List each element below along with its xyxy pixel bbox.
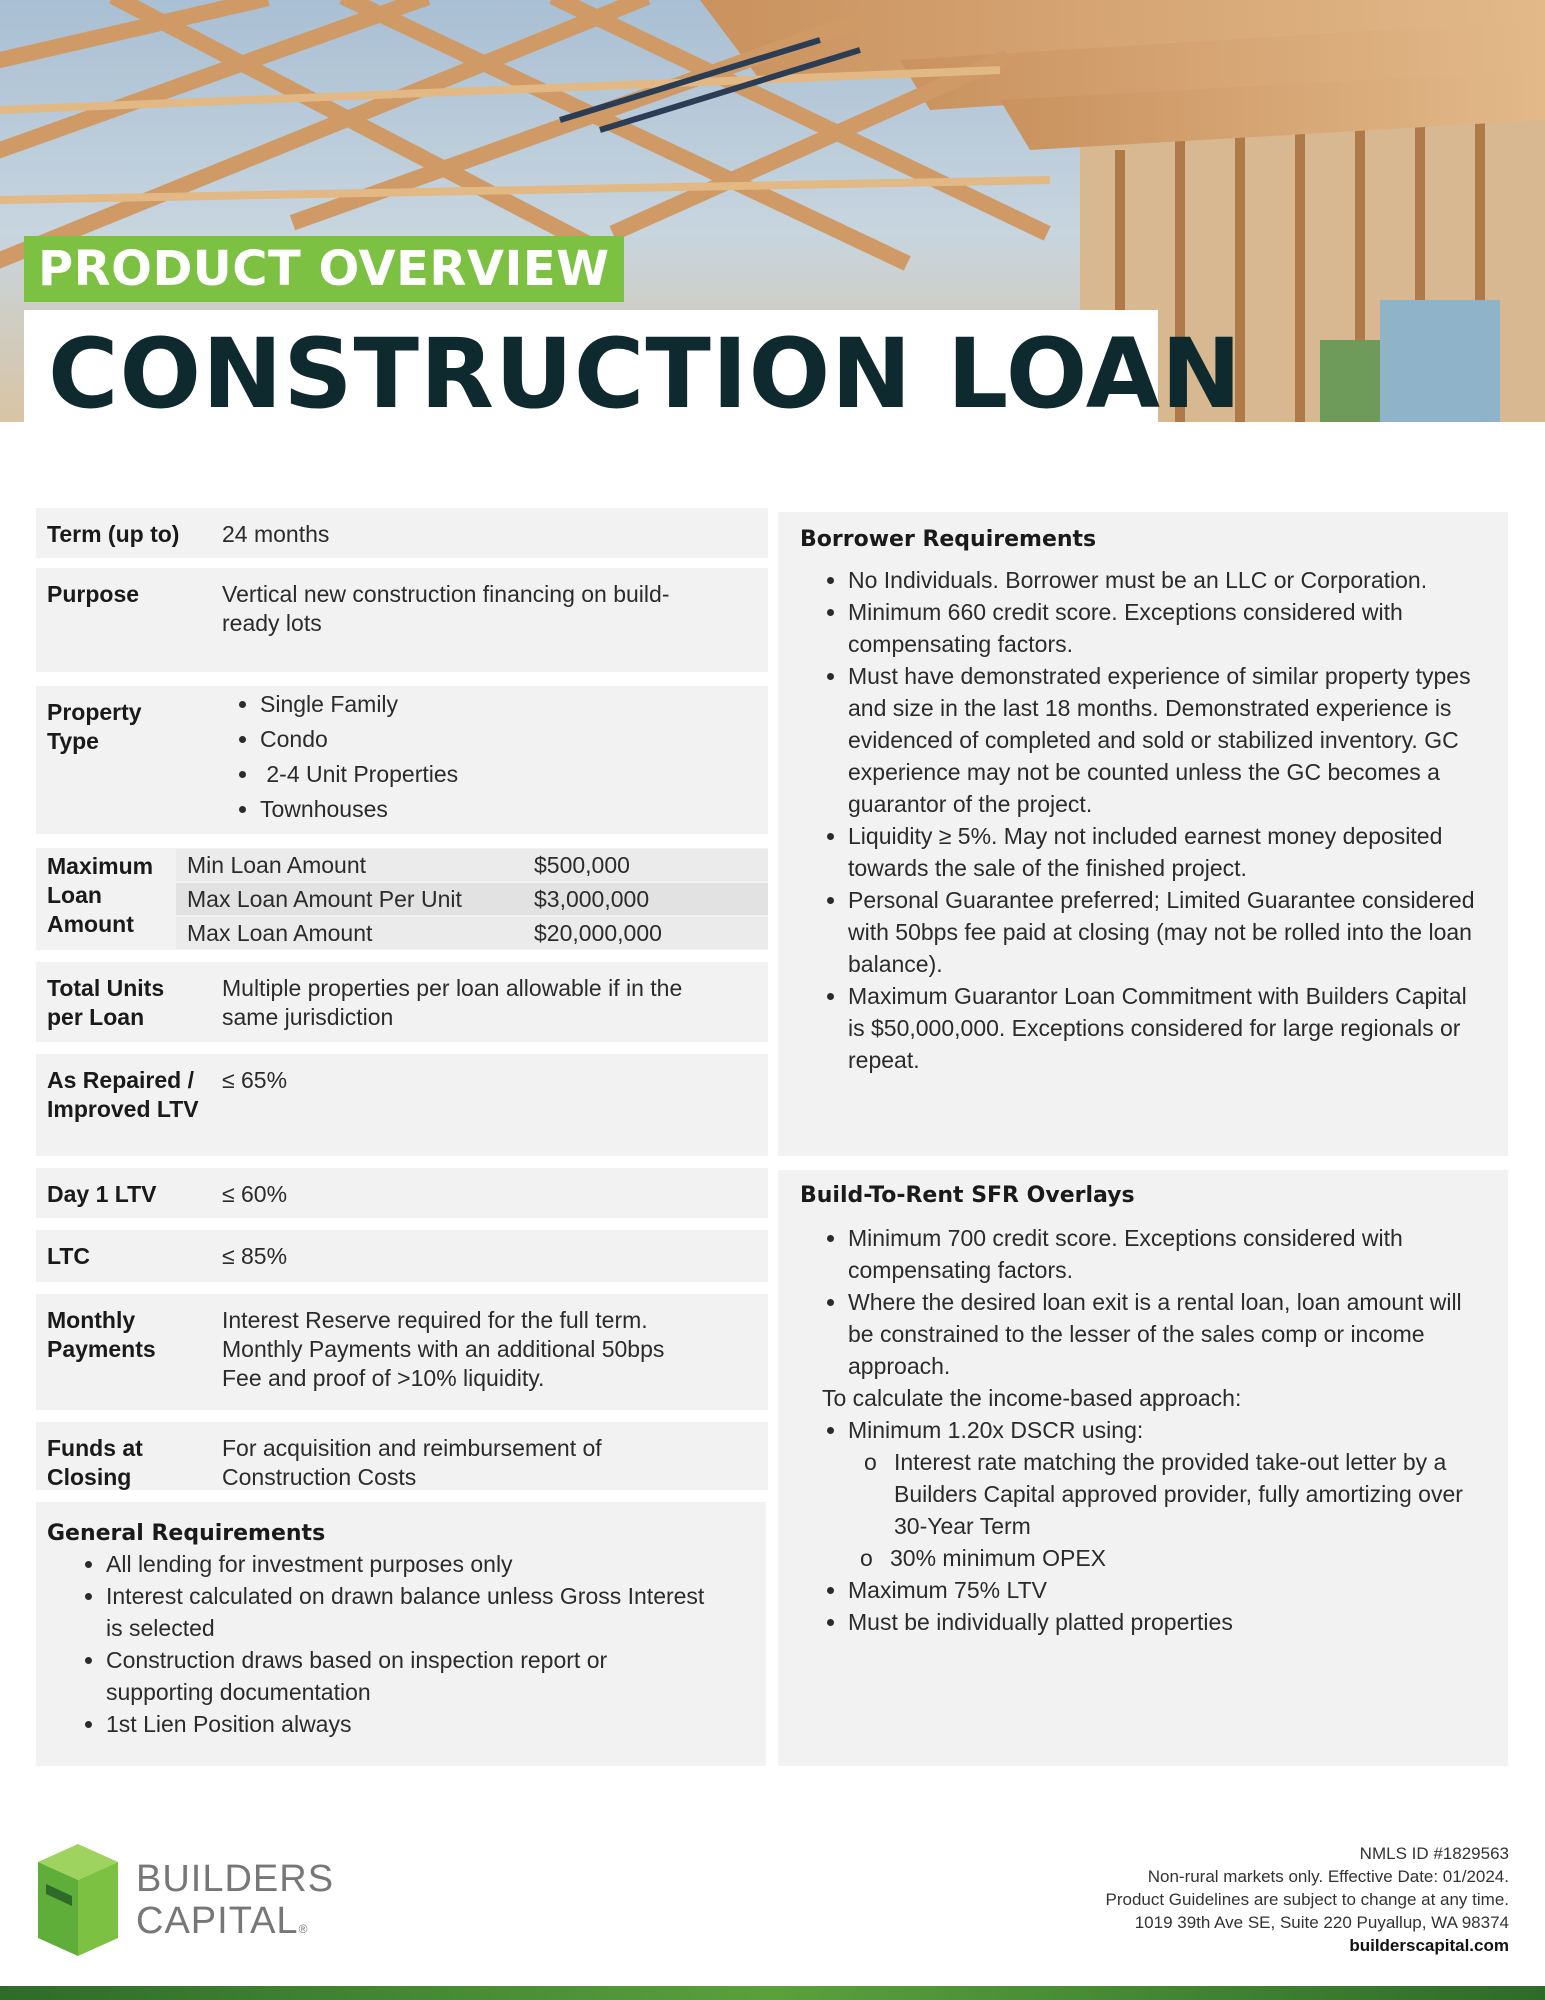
table-row (176, 883, 768, 915)
list-item: • Single Family (260, 688, 742, 720)
total-units-value: Multiple properties per loan allowable if in the same jurisdiction (222, 975, 683, 1030)
address: 1019 39th Ave SE, Suite 220 Puyallup, WA 98374 (1134, 1913, 1509, 1932)
funds-at-closing-value: For acquisition and reimbursement of Construction Costs (222, 1435, 602, 1490)
property-type-row (36, 686, 768, 834)
list-item: • Construction draws based on inspection report or supporting documentation (106, 1644, 708, 1708)
ltc-value: ≤ 85% (222, 1243, 288, 1269)
purpose-value: Vertical new construction financing on build-ready lots (222, 581, 670, 636)
max-per-unit-value: $3,000,000 (534, 886, 650, 912)
property-type-label: Property Type (47, 699, 142, 754)
logo-line-1: BUILDERS (136, 1858, 335, 1900)
list-item: • Minimum 1.20x DSCR using: (848, 1414, 1480, 1446)
max-loan-label: Maximum Loan Amount (47, 853, 154, 937)
table-row (176, 849, 768, 881)
logo-line-2-text: CAPITAL (136, 1900, 299, 1942)
build-to-rent-title: Build-To-Rent SFR Overlays (800, 1183, 1135, 1208)
list-item: • 1st Lien Position always (106, 1708, 708, 1740)
monthly-payments-value: Interest Reserve required for the full term. Monthly Payments with an additional 50bps Fee and proof of >10% liquidity. (222, 1307, 665, 1391)
footer-notes (1105, 1842, 1509, 1957)
property-type-list (222, 688, 742, 828)
purpose-row (36, 568, 768, 672)
day1-ltv-row (36, 1168, 768, 1218)
total-units-row (36, 962, 768, 1042)
table-row (176, 917, 768, 949)
list-item: • Personal Guarantee preferred; Limited Guarantee considered with 50bps fee paid at closing (may not be rolled into the loan balance). (848, 884, 1480, 980)
max-per-unit-label: Max Loan Amount Per Unit (187, 886, 462, 912)
list-item: • No Individuals. Borrower must be an LLC or Corporation. (848, 564, 1480, 596)
list-item: • Townhouses (260, 793, 742, 825)
list-item: • Interest calculated on drawn balance unless Gross Interest is selected (106, 1580, 708, 1644)
term-label: Term (up to) (47, 521, 180, 547)
term-row (36, 508, 768, 558)
purpose-label: Purpose (47, 581, 140, 607)
guidelines-note: Product Guidelines are subject to change at any time. (1105, 1890, 1509, 1909)
min-loan-value: $500,000 (534, 852, 630, 878)
logo-line-2 (136, 1900, 334, 1950)
build-to-rent-panel (778, 1170, 1508, 1766)
list-item: • 2-4 Unit Properties (260, 758, 742, 790)
monthly-payments-label: Monthly Payments (47, 1307, 156, 1362)
as-repaired-value: ≤ 65% (222, 1067, 288, 1093)
list-item: • Must be individually platted properties (848, 1606, 1480, 1638)
ltc-row (36, 1230, 768, 1282)
day1-ltv-value: ≤ 60% (222, 1181, 288, 1207)
list-item: • Must have demonstrated experience of similar property types and size in the last 18 months. Demonstrated experience is evidenced of completed and sold or stabilized inventory. GC experience may not be counted unless the GC becomes a guarantor of the project. (848, 660, 1480, 820)
builders-capital-logo-icon (38, 1844, 118, 1956)
list-item: • Maximum Guarantor Loan Commitment with Builders Capital is $50,000,000. Exceptions considered for large regionals or repeat. (848, 980, 1480, 1076)
ltc-label: LTC (47, 1243, 91, 1269)
page-title: CONSTRUCTION LOAN (48, 318, 1243, 422)
registered-mark: ® (298, 1922, 309, 1936)
list-item: • Minimum 660 credit score. Exceptions considered with compensating factors. (848, 596, 1480, 660)
hero-photo (0, 0, 1545, 422)
min-loan-label: Min Loan Amount (187, 852, 367, 878)
day1-ltv-label: Day 1 LTV (47, 1181, 157, 1207)
monthly-payments-row (36, 1294, 768, 1410)
list-item: o 30% minimum OPEX (890, 1542, 1480, 1574)
borrower-requirements-list (810, 564, 1480, 1076)
nmls-id: NMLS ID #1829563 (1359, 1844, 1509, 1863)
max-loan-amount-label: Max Loan Amount (187, 920, 373, 946)
list-item: • Where the desired loan exit is a rental loan, loan amount will be constrained to the lesser of the sales comp or income approach. (848, 1286, 1480, 1382)
markets-note: Non-rural markets only. Effective Date: 01/2024. (1147, 1867, 1509, 1886)
build-to-rent-list (810, 1222, 1480, 1638)
list-item: • All lending for investment purposes only (106, 1548, 708, 1580)
as-repaired-label: As Repaired / Improved LTV (47, 1067, 199, 1122)
product-overview-badge: PRODUCT OVERVIEW (24, 236, 624, 302)
funds-at-closing-label: Funds at Closing (47, 1435, 143, 1490)
general-requirements-panel (36, 1502, 766, 1766)
as-repaired-row (36, 1054, 768, 1156)
bottom-bar (0, 1986, 1545, 2000)
website-link[interactable]: builderscapital.com (1349, 1936, 1509, 1955)
max-loan-amount-value: $20,000,000 (534, 920, 662, 946)
total-units-label: Total Units per Loan (47, 975, 165, 1030)
funds-at-closing-row (36, 1422, 768, 1490)
title-box (24, 310, 1243, 422)
general-requirements-list (68, 1548, 708, 1740)
term-value: 24 months (222, 521, 330, 547)
list-item: • Maximum 75% LTV (848, 1574, 1480, 1606)
borrower-requirements-title: Borrower Requirements (800, 527, 1097, 552)
list-item: o Interest rate matching the provided take-out letter by a Builders Capital approved provider, fully amortizing over 30-Year Term (894, 1446, 1480, 1542)
general-requirements-title: General Requirements (47, 1521, 326, 1546)
list-item: • Condo (260, 723, 742, 755)
list-item: • Minimum 700 credit score. Exceptions considered with compensating factors. (848, 1222, 1480, 1286)
income-approach-intro: To calculate the income-based approach: (822, 1385, 1242, 1411)
list-item: • Liquidity ≥ 5%. May not included earnest money deposited towards the sale of the finished project. (848, 820, 1480, 884)
builders-capital-logo-text (136, 1858, 334, 1950)
borrower-requirements-panel (778, 512, 1508, 1156)
